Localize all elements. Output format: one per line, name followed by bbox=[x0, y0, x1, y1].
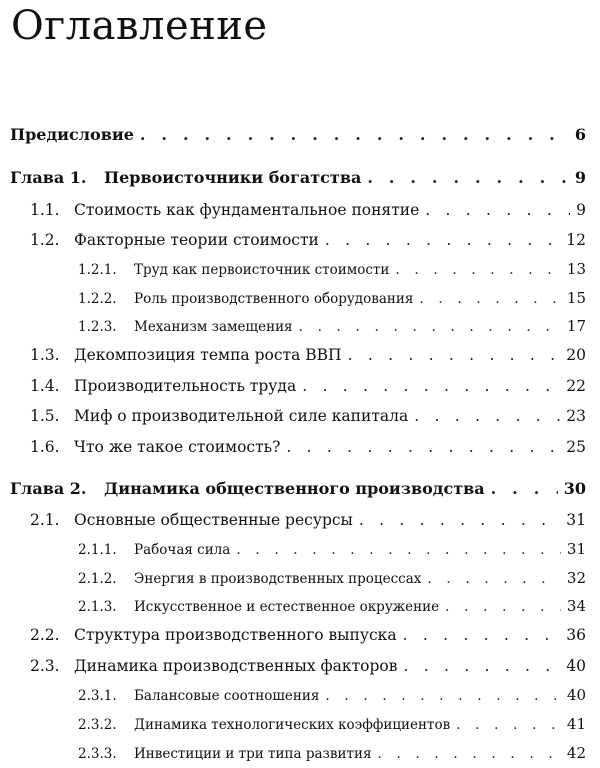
toc-entry-page-number: 9 bbox=[576, 201, 586, 219]
toc-entry-title: Искусственное и естественное окружение bbox=[134, 599, 440, 615]
toc-entry-title: Основные общественные ресурсы bbox=[74, 511, 353, 529]
toc-entry-number: 1.2.3. bbox=[78, 319, 117, 335]
toc-entry-number: 2.1.1. bbox=[78, 542, 117, 558]
toc-entry-page-number: 20 bbox=[566, 346, 586, 364]
dot-leader bbox=[414, 405, 560, 427]
toc-entry-number: 1.5. bbox=[30, 407, 60, 425]
toc-entry-title: Предисловие bbox=[10, 125, 134, 144]
toc-entry[interactable] bbox=[78, 315, 586, 337]
toc-entry-page-number: 40 bbox=[566, 657, 586, 675]
toc-entry-title: Роль производственного оборудования bbox=[134, 291, 414, 307]
toc-entry[interactable] bbox=[78, 595, 586, 617]
dot-leader bbox=[456, 714, 561, 736]
toc-entry[interactable] bbox=[30, 344, 586, 366]
toc-entry-page-number: 42 bbox=[566, 744, 586, 762]
page-title: Оглавление bbox=[11, 3, 268, 49]
toc-entry-number: 1.6. bbox=[30, 438, 60, 456]
toc-entry[interactable] bbox=[30, 375, 586, 397]
dot-leader bbox=[419, 288, 561, 310]
toc-entry-title: Рабочая сила bbox=[134, 542, 231, 558]
toc-entry-number: 2.3.2. bbox=[78, 717, 117, 733]
toc-entry-page-number: 12 bbox=[566, 231, 586, 249]
toc-entry-title: Энергия в производственных процессах bbox=[134, 571, 422, 587]
toc-entry-title: Динамика производственных факторов bbox=[74, 657, 398, 675]
dot-leader bbox=[348, 344, 561, 366]
toc-entry-number: 1.4. bbox=[30, 377, 60, 395]
dot-leader bbox=[377, 743, 560, 765]
dot-leader bbox=[403, 624, 561, 646]
toc-entry-title: Структура производственного выпуска bbox=[74, 626, 397, 644]
toc-entry-title: Динамика общественного производства bbox=[104, 479, 485, 498]
dot-leader bbox=[140, 124, 569, 146]
toc-entry-number: 1.2.1. bbox=[78, 262, 117, 278]
toc-entry-number: 2.3.1. bbox=[78, 688, 117, 704]
toc-entry-title: Первоисточники богатства bbox=[104, 168, 362, 187]
toc-entry-number: 2.3.3. bbox=[78, 746, 117, 762]
dot-leader bbox=[491, 478, 558, 500]
toc-entry-page-number: 22 bbox=[566, 377, 586, 395]
toc-entry[interactable] bbox=[78, 684, 586, 706]
toc-entry-title: Динамика технологических коэффициентов bbox=[134, 717, 451, 733]
toc-entry-title: Инвестиции и три типа развития bbox=[134, 746, 372, 762]
toc-entry-title: Декомпозиция темпа роста ВВП bbox=[74, 346, 342, 364]
toc-entry[interactable] bbox=[78, 287, 586, 309]
dot-leader bbox=[404, 655, 561, 677]
toc-entry-title: Производительность труда bbox=[74, 377, 297, 395]
toc-entry[interactable] bbox=[30, 509, 586, 531]
toc-entry-title: Факторные теории стоимости bbox=[74, 231, 319, 249]
toc-entry-number: 2.1.2. bbox=[78, 571, 117, 587]
toc-entry-page-number: 30 bbox=[563, 479, 586, 498]
dot-leader bbox=[395, 259, 561, 281]
toc-entry[interactable] bbox=[10, 167, 586, 189]
toc-entry[interactable] bbox=[78, 538, 586, 560]
toc-entry-page-number: 6 bbox=[574, 125, 586, 144]
toc-entry-number: Глава 1. bbox=[10, 168, 87, 187]
toc-entry[interactable] bbox=[78, 742, 586, 764]
dot-leader bbox=[236, 539, 561, 561]
toc-entry-page-number: 32 bbox=[566, 569, 586, 587]
toc-entry-page-number: 17 bbox=[566, 317, 586, 335]
toc-entry-number: 1.1. bbox=[30, 201, 60, 219]
toc-entry-title: Механизм замещения bbox=[134, 319, 293, 335]
toc-entry[interactable] bbox=[30, 624, 586, 646]
toc-entry-title: Балансовые соотношения bbox=[134, 688, 320, 704]
toc-entry-page-number: 31 bbox=[566, 511, 586, 529]
toc-entry-page-number: 23 bbox=[566, 407, 586, 425]
dot-leader bbox=[367, 167, 569, 189]
toc-entry-number: 1.3. bbox=[30, 346, 60, 364]
toc-entry-page-number: 41 bbox=[566, 715, 586, 733]
toc-entry-number: 2.1. bbox=[30, 511, 60, 529]
dot-leader bbox=[425, 199, 570, 221]
toc-entry-page-number: 31 bbox=[566, 540, 586, 558]
toc-entry[interactable] bbox=[78, 713, 586, 735]
toc-entry-title: Стоимость как фундаментальное понятие bbox=[74, 201, 420, 219]
toc-entry-page-number: 34 bbox=[566, 597, 586, 615]
toc-entry-page-number: 9 bbox=[574, 168, 586, 187]
toc-entry-title: Труд как первоисточник стоимости bbox=[134, 262, 390, 278]
dot-leader bbox=[299, 316, 561, 338]
toc-entry[interactable] bbox=[30, 655, 586, 677]
toc-entry-number: 2.2. bbox=[30, 626, 60, 644]
toc-entry[interactable] bbox=[30, 405, 586, 427]
dot-leader bbox=[359, 509, 560, 531]
toc-entry-number: 1.2.2. bbox=[78, 291, 117, 307]
toc-entry-number: 2.1.3. bbox=[78, 599, 117, 615]
toc-entry-number: Глава 2. bbox=[10, 479, 87, 498]
toc-entry[interactable] bbox=[78, 258, 586, 280]
dot-leader bbox=[325, 685, 561, 707]
toc-entry-page-number: 36 bbox=[566, 626, 586, 644]
toc-entry-number: 2.3. bbox=[30, 657, 60, 675]
dot-leader bbox=[445, 596, 561, 618]
toc-entry[interactable] bbox=[30, 199, 586, 221]
toc-entry-title: Миф о производительной силе капитала bbox=[74, 407, 409, 425]
toc-entry[interactable] bbox=[30, 436, 586, 458]
dot-leader bbox=[286, 436, 560, 458]
toc-entry[interactable] bbox=[10, 478, 586, 500]
toc-entry-page-number: 13 bbox=[566, 260, 586, 278]
toc-entry-page-number: 25 bbox=[566, 438, 586, 456]
toc-entry[interactable] bbox=[30, 229, 586, 251]
toc-entry-number: 1.2. bbox=[30, 231, 60, 249]
toc-entry-title: Что же такое стоимость? bbox=[74, 438, 281, 456]
toc-entry[interactable] bbox=[78, 567, 586, 589]
toc-entry[interactable] bbox=[10, 124, 586, 146]
dot-leader bbox=[325, 229, 560, 251]
dot-leader bbox=[427, 568, 561, 590]
toc-entry-page-number: 15 bbox=[566, 289, 586, 307]
toc-entry-page-number: 40 bbox=[566, 686, 586, 704]
dot-leader bbox=[302, 375, 560, 397]
